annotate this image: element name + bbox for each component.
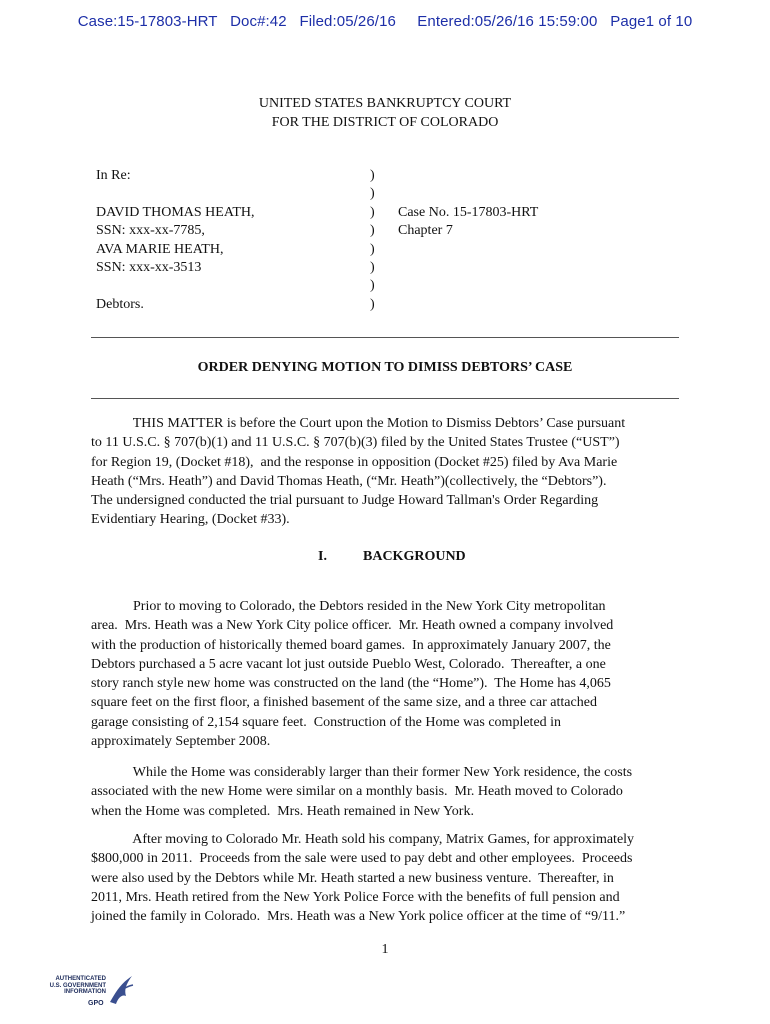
paragraph-line: joined the family in Colorado. Mrs. Heath was a New York police officer at the time of “9/11.” — [91, 909, 626, 925]
caption-right-line: Case No. 15-17803-HRT — [398, 204, 539, 220]
intro-paragraph — [91, 414, 681, 530]
paragraph-line: Evidentiary Hearing, (Docket #33). — [91, 512, 290, 528]
stamp-doc: Doc#:42 — [230, 13, 287, 30]
paragraph-line: were also used by the Debtors while Mr. Heath started a new business venture. Thereafter, in — [91, 870, 614, 886]
stamp-filed: Filed:05/26/16 — [299, 13, 396, 30]
gpo-seal-line: INFORMATION — [64, 989, 106, 995]
caption-paren: ) — [370, 223, 375, 239]
paragraph-line: 2011, Mrs. Heath retired from the New York Police Force with the benefits of full pension and — [91, 889, 620, 905]
court-name: UNITED STATES BANKRUPTCY COURT — [258, 96, 512, 111]
caption-paren: ) — [370, 168, 375, 183]
stamp-page: Page1 of 10 — [610, 13, 693, 30]
caption-left-line: Debtors. — [96, 296, 144, 312]
gpo-authentication-seal — [40, 972, 140, 1012]
caption-right-line — [398, 277, 638, 295]
caption-left-line — [96, 277, 376, 295]
caption-right-line — [398, 167, 638, 185]
caption-parties — [96, 167, 376, 314]
caption-left-line: SSN: xxx-xx-3513 — [96, 259, 202, 275]
stamp-entered: Entered:05/26/16 15:59:00 — [417, 13, 598, 30]
caption-right-line: Chapter 7 — [398, 223, 453, 239]
caption-left-line: In Re: — [96, 168, 131, 183]
paragraph-line: area. Mrs. Heath was a New York City police officer. Mr. Heath owned a company involved — [91, 618, 614, 634]
gpo-seal-line: AUTHENTICATED — [55, 976, 106, 982]
paragraph-line: story ranch style new home was constructed on the land (the “Home”). The Home has 4,065 — [91, 676, 611, 692]
background-paragraph-3 — [91, 830, 681, 926]
paragraph-line: square feet on the first floor, a finished basement of the same size, and a three car attached — [91, 695, 597, 711]
paragraph-line: After moving to Colorado Mr. Heath sold his company, Matrix Games, for approximately — [91, 832, 635, 847]
section-numeral: I. — [318, 549, 327, 564]
paragraph-line: approximately September 2008. — [91, 734, 271, 750]
background-paragraph-1 — [91, 597, 681, 751]
caption-case-info — [398, 167, 638, 314]
caption-paren: ) — [370, 241, 375, 257]
caption-left-line: SSN: xxx-xx-7785, — [96, 223, 205, 239]
order-title: ORDER DENYING MOTION TO DIMISS DEBTORS’ CASE — [197, 360, 573, 375]
caption-paren: ) — [370, 296, 375, 312]
caption-left-line: DAVID THOMAS HEATH, — [96, 204, 255, 220]
background-paragraph-2 — [91, 763, 681, 821]
gpo-seal-text — [40, 976, 106, 996]
caption-divider — [370, 167, 380, 314]
paragraph-line: The undersigned conducted the trial pursuant to Judge Howard Tallman's Order Regarding — [91, 493, 599, 509]
paragraph-line: when the Home was completed. Mrs. Heath remained in New York. — [91, 803, 474, 819]
caption-paren: ) — [370, 278, 375, 294]
caption-right-line — [398, 259, 638, 277]
caption-paren: ) — [370, 186, 375, 202]
paragraph-line: to 11 U.S.C. § 707(b)(1) and 11 U.S.C. § 707(b)(3) filed by the United States Trustee (“UST”) — [91, 435, 620, 451]
eagle-icon — [106, 972, 136, 1008]
caption-paren: ) — [370, 259, 375, 275]
paragraph-line: Debtors purchased a 5 acre vacant lot just outside Pueblo West, Colorado. Thereafter, a one — [91, 656, 606, 672]
filing-stamp — [0, 13, 770, 30]
paragraph-line: Heath (“Mrs. Heath”) and David Thomas Heath, (“Mr. Heath”)(collectively, the “Debtors”). — [91, 473, 607, 489]
paragraph-line: with the production of historically themed board games. In approximately January 2007, the — [91, 637, 611, 653]
paragraph-line: $800,000 in 2011. Proceeds from the sale were used to pay debt and other employees. Proceeds — [91, 851, 633, 867]
stamp-case: Case:15-17803-HRT — [77, 13, 218, 30]
caption-paren: ) — [370, 204, 375, 220]
gpo-label: GPO — [88, 1000, 104, 1007]
paragraph-line: Prior to moving to Colorado, the Debtors resided in the New York City metropolitan — [91, 599, 606, 614]
paragraph-line: associated with the new Home were similar on a monthly basis. Mr. Heath moved to Colorado — [91, 784, 623, 800]
caption-right-line — [398, 185, 638, 203]
paragraph-line: garage consisting of 2,154 square feet. Construction of the Home was completed in — [91, 714, 562, 730]
paragraph-line: for Region 19, (Docket #18), and the response in opposition (Docket #25) filed by Ava Marie — [91, 454, 618, 470]
caption-left-line — [96, 185, 376, 203]
gpo-seal-line: U.S. GOVERNMENT — [49, 982, 106, 989]
divider-rule — [91, 398, 679, 399]
paragraph-line: THIS MATTER is before the Court upon the Motion to Dismiss Debtors’ Case pursuant — [91, 416, 626, 431]
paragraph-line: While the Home was considerably larger than their former New York residence, the costs — [91, 765, 633, 780]
court-district: FOR THE DISTRICT OF COLORADO — [271, 115, 499, 130]
section-title: BACKGROUND — [363, 549, 466, 564]
page-number: 1 — [381, 942, 389, 957]
caption-right-line — [398, 241, 638, 259]
caption-left-line: AVA MARIE HEATH, — [96, 241, 224, 257]
caption-right-line — [398, 296, 638, 314]
divider-rule — [91, 337, 679, 338]
